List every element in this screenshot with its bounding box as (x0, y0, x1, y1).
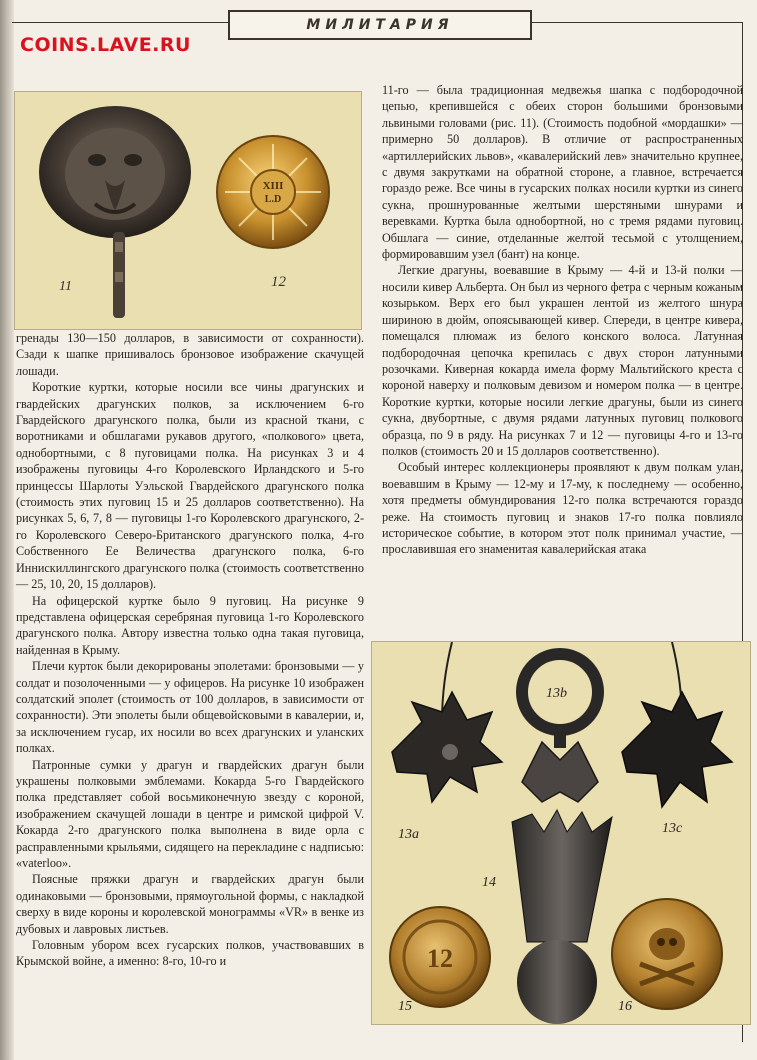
site-watermark: COINS.LAVE.RU (20, 34, 191, 56)
caption-15: 15 (398, 999, 412, 1014)
caption-11: 11 (59, 279, 72, 294)
paragraph: Патронные сумки у драгун и гвардейских драгун были украшены полковыми эмблемами. Кокарда 5-го Гвардейского полка представляет собой восьмиконечную звезду с короной, изображением скачущей лошади в центре и римской цифрой V. Кокарда 2-го драгунского полка выполнена в виде орла с расправленными крыльями, сидящего на перекладине с надписью: «vaterloo». (16, 757, 364, 870)
paragraph: гренады 130—150 долларов, в зависимости от сохранности). Сзади к шапке пришивалось бронзовое изображение скачущей лошади. (16, 331, 364, 378)
right-text-column (382, 82, 743, 558)
caption-12: 12 (271, 274, 286, 290)
leaf-fitting-13a (392, 642, 502, 802)
caption-14: 14 (482, 875, 496, 890)
svg-text:12: 12 (427, 944, 453, 973)
caption-13a: 13a (398, 827, 419, 842)
left-text-column (16, 330, 364, 970)
caption-13b: 13b (546, 686, 567, 701)
paragraph: Легкие драгуны, воевавшие в Крыму — 4-й и 13-й полки — носили кивер Альберта. Он был из черного фетра с черным кожаным козырьком. Верх его был украшен лентой из желтого шнура шириною в дюйм, опоясывающей кивер. Спереди, в центре кивера, помещался плюмаж из белого конского волоса. Латунная подбородочная цепочка крепилась с двух сторон латунными розочками. Киверная кокарда имела форму Мальтийского креста с короной наверху и полковым девизом и номером полка — в центре. Короткие куртки, которые носили легкие драгуны, были из синего сукна, двубортные, с двумя рядами латунных пуговиц полкового образца, по 9 в ряду. На рисунках 7 и 12 — пуговицы 4-го и 13-го полков (стоимость 20 и 15 долларов соответственно). (382, 263, 743, 458)
figures-13-16-image (372, 642, 750, 1024)
figure-11-12-image (15, 92, 361, 329)
leaf-fitting-13c (622, 642, 732, 807)
gilt-button-13th-light-dragoons (217, 136, 329, 248)
page-binding-shadow (0, 0, 14, 1060)
caption-16: 16 (618, 999, 632, 1014)
paragraph: Плечи курток были декорированы эполетами: бронзовыми — у солдат и позолоченными — у офицеров. На рисунке 10 изображен солдатский эполет (стоимость от 100 долларов, в зависимости от сохранности). Эти эполеты были общевойсковыми в кавалерии, и, за исключением гусар, их носили во всех драгунских и уланских полках. (16, 659, 364, 756)
section-title: МИЛИТАРИЯ (228, 10, 532, 40)
brass-button-15 (390, 907, 490, 1007)
paragraph: Поясные пряжки драгун и гвардейских драгун были одинаковыми — бронзовыми, прямоугольной формы, с накладкой сверху в виде короны и королевской монограммы «VR» в венке из дубовых и лавровых листьев. (16, 872, 364, 936)
paragraph: Короткие куртки, которые носили все чины драгунских и гвардейских драгунских полков, за исключением 6-го Гвардейского драгунского полка, были из красной ткани, с воротниками и обшлагами рукавов другого, «полкового» цвета, однобортными, с 8 пуговицами полка. На рисунках 3 и 4 изображены пуговицы 4-го Королевского Ирландского и 5-го принцессы Шарлоты Уэльской Гвардейского драгунского полка (стоимость этих пуговиц 15 и 25 долларов соответственно). На рисунках 5, 6, 7, 8 — пуговицы 1-го Королевского драгунского, 2-го Королевского Северо-Британского драгунского полка, 4-го Собственного Ее Величества драгунского полка, 6-го Иннискиллингского драгунского полка (стоимость соответственно — 25, 10, 20, 15 долларов). (16, 380, 364, 592)
brass-button-16 (612, 899, 722, 1009)
paragraph: Особый интерес коллекционеры проявляют к двум полкам улан, воевавшим в Крыму — 12-му и 17-му, к последнему — особенно, хотя предметы обмундирования 12-го полка встречаются гораздо реже. На стоимость пуговиц и знаков 17-го полка повлияло историческое событие, в котором этот полк принимал участие, — прославившая его знаменитая кавалерийская атака (382, 460, 743, 557)
button-letters: L.D (264, 194, 282, 205)
caption-13c: 13c (662, 821, 683, 836)
ring-fitting-13b (522, 654, 598, 802)
button-numeral: XIII (262, 180, 284, 192)
paragraph: 11-го — была традиционная медвежья шапка с подбородочной цепью, крепившейся с обеих сторон большими бронзовыми львиными головами (рис. 11). (Стоимость подобной «мордашки» — примерно 50 долларов). В отличие от распространенных «артиллерийских львов», «кавалерийский лев» значительно крупнее, с двумя закрутками на обратной стороне, а главное, встречается гораздо реже. Все чины в гусарских полках носили куртки из синего сукна, прошнурованные желтыми шерстяными шнурами и веревками. Куртка была однобортной, но с тремя рядами пуговиц. Обшлага — синие, отделанные желтой тесьмой с утолщением, формировавшим узел (бант) на конце. (382, 83, 743, 262)
paragraph: На офицерской куртке было 9 пуговиц. На рисунке 9 представлена офицерская серебряная пуговица 1-го Королевского драгунского полка. Автору известна только одна такая пуговица, найденная в Крыму. (16, 593, 364, 657)
paragraph: Головным убором всех гусарских полков, участвовавших в Крымской войне, а именно: 8-го, 10-го и (16, 938, 364, 969)
figure-11-12 (14, 91, 362, 330)
figures-13-16 (371, 641, 751, 1025)
plume-holder-14 (512, 810, 612, 1024)
